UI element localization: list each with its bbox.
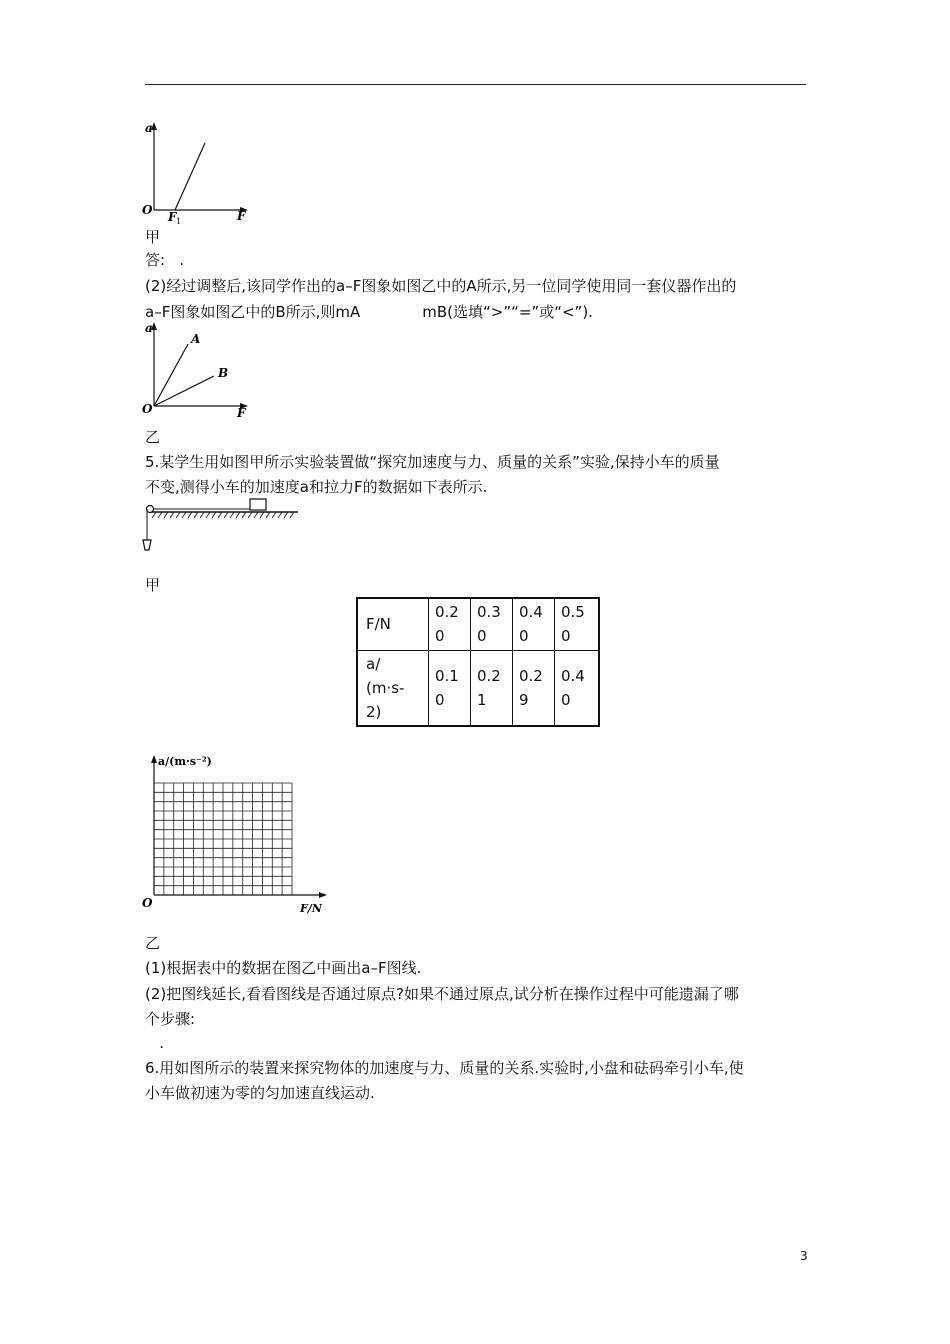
answer-blank: . bbox=[145, 1034, 165, 1052]
table-row-header: F/N bbox=[357, 598, 429, 650]
table-cell: 0.2 0 bbox=[429, 598, 471, 650]
figure-b-caption: 乙 bbox=[145, 428, 161, 446]
grid-chart-x-label: F/N bbox=[300, 902, 322, 915]
table-cell: 0.5 0 bbox=[555, 598, 600, 650]
figure-b-origin: O bbox=[142, 402, 153, 416]
table-cell: 0.2 9 bbox=[513, 650, 555, 726]
apparatus-caption: 甲 bbox=[145, 576, 161, 594]
table-row bbox=[357, 598, 599, 650]
data-table bbox=[356, 597, 600, 727]
table-cell: 0.4 0 bbox=[513, 598, 555, 650]
figure-a-y-label: a bbox=[145, 121, 153, 135]
question-5-sub-2-line-2: 个步骤: bbox=[145, 1010, 196, 1028]
table-cell: 0.4 0 bbox=[555, 650, 600, 726]
table-cell: 0.1 0 bbox=[429, 650, 471, 726]
line-b-label: B bbox=[218, 366, 229, 380]
grid-chart bbox=[140, 750, 335, 920]
figure-a-origin: O bbox=[142, 203, 153, 217]
page-number: 3 bbox=[800, 1249, 808, 1263]
grid-chart-origin: O bbox=[142, 896, 153, 910]
figure-b-y-label: a bbox=[145, 321, 153, 335]
question-2-line-1: (2)经过调整后,该同学作出的a–F图象如图乙中的A所示,另一位同学使用同一套仪器作出的 bbox=[145, 277, 737, 295]
question-6-line-2: 小车做初速为零的匀加速直线运动. bbox=[145, 1084, 375, 1102]
table-row-header: a/ (m·s- 2) bbox=[357, 650, 429, 726]
question-6-line-1: 6.用如图所示的装置来探究物体的加速度与力、质量的关系.实验时,小盘和砝码牵引小车,使 bbox=[145, 1059, 744, 1077]
figure-a-x-label: F bbox=[237, 209, 246, 223]
table-row bbox=[357, 650, 599, 726]
figure-b-x-label: F bbox=[237, 406, 246, 420]
figure-a-caption: 甲 bbox=[145, 228, 161, 246]
question-5-sub-1: (1)根据表中的数据在图乙中画出a–F图线. bbox=[145, 959, 422, 977]
question-2-line-2: a–F图象如图乙中的B所示,则mA mB(选填“>”“=”或“<”). bbox=[145, 303, 593, 321]
grid-chart-y-label: a/(m·s⁻²) bbox=[158, 755, 212, 768]
figure-b-graph bbox=[140, 318, 260, 424]
figure-a-graph bbox=[140, 118, 260, 228]
question-5-line-2: 不变,测得小车的加速度a和拉力F的数据如下表所示. bbox=[145, 478, 488, 496]
grid-chart-caption: 乙 bbox=[145, 934, 161, 952]
figure-a-f1-subscript: 1 bbox=[176, 217, 182, 226]
figure-a-f1-label: F bbox=[168, 210, 177, 224]
header-rule bbox=[145, 84, 806, 85]
question-5-line-1: 5.某学生用如图甲所示实验装置做“探究加速度与力、质量的关系”实验,保持小车的质量 bbox=[145, 453, 720, 471]
answer-line: 答: . bbox=[145, 251, 185, 269]
table-cell: 0.2 1 bbox=[471, 650, 513, 726]
line-a-label: A bbox=[191, 332, 201, 346]
table-cell: 0.3 0 bbox=[471, 598, 513, 650]
question-5-sub-2-line-1: (2)把图线延长,看看图线是否通过原点?如果不通过原点,试分析在操作过程中可能遗漏了哪 bbox=[145, 985, 739, 1003]
apparatus-diagram bbox=[140, 496, 305, 558]
